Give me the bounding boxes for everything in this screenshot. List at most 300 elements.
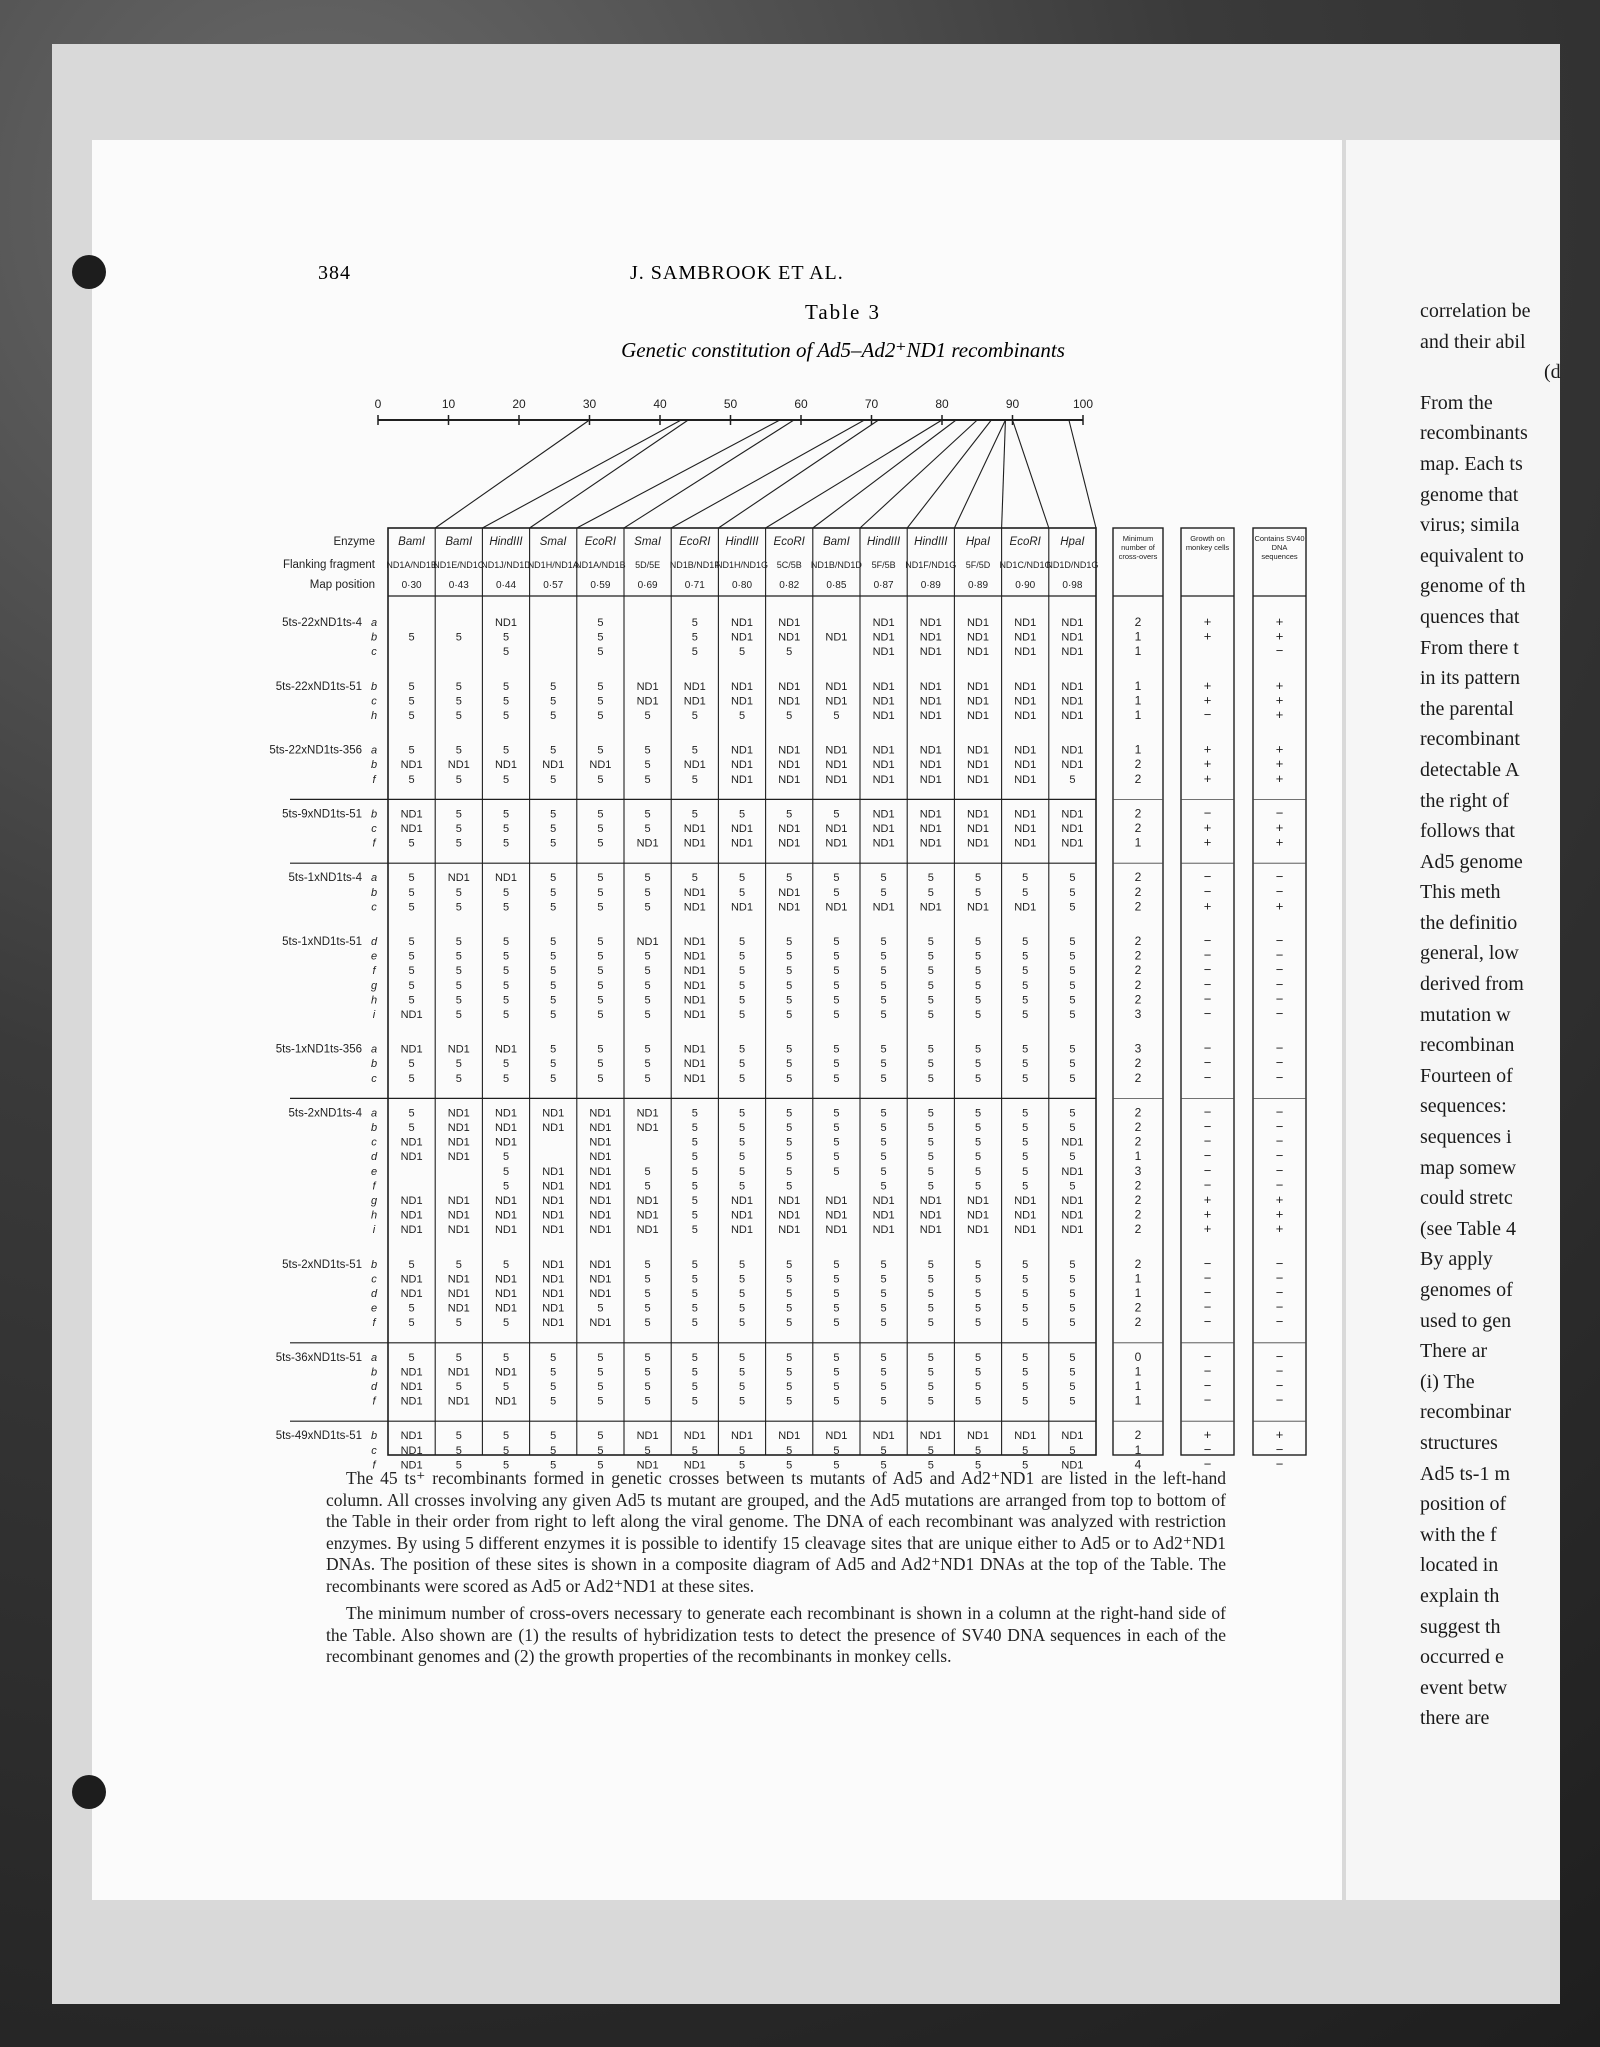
- table-cell: ND1: [447, 872, 470, 885]
- crossover-count: 1: [1134, 1393, 1142, 1408]
- table-cell: 5: [880, 1009, 887, 1021]
- crossover-count: 1: [1134, 1286, 1142, 1300]
- recombinant-letter: i: [372, 1224, 376, 1237]
- table-cell: 5: [974, 1180, 982, 1193]
- table-cell: ND1: [778, 1430, 801, 1443]
- crossover-count: 1: [1134, 1149, 1142, 1164]
- table-cell: 5: [1069, 1258, 1076, 1271]
- table-cell: ND1: [778, 1195, 801, 1207]
- table-cell: 5: [833, 1258, 840, 1271]
- table-cell: ND1: [494, 759, 518, 772]
- table-cell: 5: [974, 1151, 982, 1164]
- right-page-line: recombinan: [1420, 1034, 1515, 1057]
- table-cell: ND1: [542, 1224, 565, 1237]
- recombinant-letter: b: [370, 1258, 378, 1271]
- table-cell: 5: [786, 1351, 793, 1364]
- right-page-line: sequences:: [1420, 1095, 1507, 1118]
- table-cell: 5: [455, 1444, 462, 1457]
- recombinant-letter: d: [370, 1151, 378, 1164]
- table-cell: ND1: [778, 631, 801, 644]
- recombinant-letter: d: [370, 1288, 378, 1300]
- table-cell: 5: [502, 1351, 510, 1364]
- table-cell: 5: [691, 1180, 698, 1193]
- table-cell: 5: [1022, 1302, 1029, 1315]
- crossover-count: 3: [1134, 1007, 1142, 1021]
- table-cell: ND1: [400, 1136, 423, 1149]
- table-cell: ND1: [778, 695, 801, 708]
- table-cell: ND1: [919, 759, 942, 772]
- column-enzyme: HindIII: [489, 536, 523, 548]
- table-cell: 5: [644, 1302, 651, 1315]
- recombinant-letter: b: [370, 886, 378, 899]
- growth-result: −: [1203, 1148, 1212, 1164]
- crossover-count: 1: [1134, 693, 1142, 708]
- column-map-position: 0·57: [543, 580, 564, 591]
- column-fragment: 5F/5B: [871, 560, 896, 570]
- table-cell: 5: [455, 631, 462, 644]
- table-cell: 5: [974, 1009, 982, 1021]
- table-cell: 5: [927, 1351, 934, 1364]
- table-cell: 5: [550, 1043, 557, 1056]
- table-cell: ND1: [730, 773, 754, 786]
- table-cell: ND1: [966, 1224, 990, 1237]
- table-cell: 5: [408, 631, 415, 644]
- growth-result: −: [1203, 1255, 1212, 1271]
- table-cell: 5: [644, 1395, 651, 1408]
- column-fragment: ND1F/ND1G: [905, 560, 957, 570]
- table-cell: ND1: [542, 1209, 565, 1222]
- crossover-count: 2: [1134, 1070, 1142, 1085]
- table-cell: 5: [691, 646, 698, 659]
- table-cell: 5: [786, 1288, 793, 1300]
- table-cell: 5: [880, 872, 887, 885]
- table-cell: ND1: [1014, 646, 1037, 659]
- table-cell: 5: [455, 1072, 462, 1085]
- table-cell: 5: [644, 965, 651, 978]
- table-cell: ND1: [1061, 695, 1084, 708]
- table-cell: 5: [597, 823, 604, 835]
- table-cell: 5: [927, 1151, 934, 1164]
- table-cell: 5: [408, 695, 415, 708]
- table-cell: 5: [550, 872, 557, 885]
- table-cell: 5: [786, 979, 793, 992]
- table-cell: ND1: [400, 1195, 423, 1207]
- column-map-position: 0·85: [826, 580, 847, 591]
- table-cell: ND1: [589, 1209, 612, 1222]
- table-cell: 5: [927, 1395, 934, 1408]
- table-cell: ND1: [825, 631, 848, 644]
- table-cell: 5: [880, 1459, 887, 1472]
- recombinant-letter: b: [370, 1122, 378, 1134]
- table-cell: 5: [644, 773, 651, 786]
- table-cell: ND1: [872, 773, 895, 786]
- table-cell: 5: [833, 1381, 840, 1393]
- right-page-line: could stretc: [1420, 1187, 1513, 1210]
- table-cell: 5: [1069, 1072, 1076, 1085]
- recombinant-letter: c: [371, 901, 377, 914]
- table-cell: 5: [644, 710, 651, 722]
- table-cell: 5: [880, 1395, 887, 1408]
- table-cell: 5: [833, 1302, 840, 1315]
- table-cell: 5: [502, 965, 510, 978]
- table-cell: 5: [502, 936, 510, 948]
- table-cell: ND1: [730, 744, 754, 757]
- growth-result: +: [1203, 1221, 1212, 1237]
- table-cell: 5: [1069, 901, 1076, 914]
- table-cell: 5: [833, 1366, 840, 1379]
- table-cell: ND1: [966, 1430, 990, 1443]
- table-cell: 5: [738, 950, 746, 963]
- table-cell: 5: [644, 1058, 651, 1071]
- table-cell: ND1: [542, 1258, 565, 1271]
- table-cell: 5: [644, 1258, 651, 1271]
- table-cell: 5: [597, 1395, 604, 1408]
- table-cell: ND1: [542, 759, 565, 772]
- table-cell: 5: [408, 1258, 415, 1271]
- table-cell: 5: [502, 1180, 510, 1193]
- recombinant-letter: f: [372, 837, 376, 850]
- table-cell: 5: [691, 1224, 698, 1237]
- cross-name: 5ts-2xND1ts-4: [288, 1107, 362, 1120]
- crossover-count: 2: [1134, 963, 1142, 978]
- sv40-result: −: [1275, 1441, 1284, 1457]
- table-cell: 5: [1069, 994, 1076, 1007]
- sv40-result: +: [1275, 692, 1284, 708]
- table-cell: 5: [550, 680, 557, 693]
- table-cell: 5: [597, 744, 604, 757]
- table-cell: 5: [974, 950, 982, 963]
- recombinant-letter: b: [370, 631, 378, 644]
- table-cell: ND1: [778, 886, 801, 899]
- table-cell: 5: [455, 1058, 462, 1071]
- sv40-result: −: [1275, 976, 1284, 992]
- table-cell: 5: [1069, 1302, 1076, 1315]
- growth-result: −: [1203, 933, 1212, 948]
- table-cell: ND1: [1061, 680, 1084, 693]
- table-cell: 5: [691, 1288, 698, 1300]
- table-cell: 5: [597, 1381, 604, 1393]
- table-cell: 5: [408, 950, 415, 963]
- right-page-line: mutation w: [1420, 1003, 1511, 1026]
- sv40-result: −: [1275, 1040, 1284, 1056]
- table-cell: ND1: [589, 1273, 612, 1286]
- table-cell: 5: [691, 1136, 698, 1149]
- table-cell: 5: [833, 1043, 840, 1056]
- recombinant-letter: b: [370, 1366, 378, 1379]
- table-cell: 5: [1022, 950, 1029, 963]
- table-cell: 5: [455, 837, 462, 850]
- table-cell: 5: [408, 710, 415, 722]
- table-cell: ND1: [494, 617, 518, 629]
- table-cell: 5: [455, 965, 462, 978]
- table-cell: 5: [974, 1058, 982, 1071]
- sv40-result: +: [1275, 1221, 1284, 1237]
- sv40-result: −: [1275, 1392, 1284, 1408]
- table-cell: 5: [455, 1009, 462, 1021]
- table-cell: 5: [738, 1165, 746, 1178]
- column-enzyme: EcoRI: [679, 536, 711, 548]
- right-page-line: suggest th: [1420, 1615, 1501, 1638]
- table-cell: 5: [927, 1258, 934, 1271]
- sv40-result: −: [1275, 1363, 1284, 1379]
- sv40-result: +: [1275, 707, 1284, 722]
- table-cell: ND1: [400, 759, 423, 772]
- growth-result: −: [1203, 1348, 1212, 1364]
- table-cell: ND1: [683, 823, 706, 835]
- column-fragment: ND1H/ND1A: [527, 560, 579, 570]
- table-cell: 5: [502, 1381, 510, 1393]
- table-cell: 5: [502, 901, 510, 914]
- table-cell: 5: [927, 994, 934, 1007]
- table-cell: ND1: [872, 823, 895, 835]
- table-cell: ND1: [400, 1209, 423, 1222]
- table-cell: ND1: [1014, 901, 1037, 914]
- table-cell: ND1: [683, 1043, 706, 1056]
- table-cell: 5: [691, 631, 698, 644]
- column-fragment: ND1J/ND1D: [481, 560, 531, 570]
- table-cell: 5: [455, 1351, 462, 1364]
- crossover-count: 2: [1134, 1428, 1142, 1443]
- table-cell: 5: [691, 1122, 698, 1134]
- table-cell: ND1: [919, 1209, 942, 1222]
- crossover-count: 0: [1134, 1349, 1142, 1364]
- table-cell: ND1: [589, 1107, 612, 1120]
- growth-result: −: [1203, 1285, 1212, 1300]
- recombinant-letter: c: [371, 1444, 377, 1457]
- table-cell: 5: [738, 979, 746, 992]
- table-cell: 5: [550, 1444, 557, 1457]
- cross-name: 5ts-9xND1ts-51: [282, 808, 362, 821]
- table-cell: 5: [597, 773, 604, 786]
- right-page-line: (see Table 4: [1420, 1217, 1516, 1240]
- table-cell: 5: [1069, 1009, 1076, 1021]
- table-cell: 5: [1069, 1107, 1076, 1120]
- growth-result: +: [1203, 770, 1212, 786]
- table-cell: 5: [974, 1258, 982, 1271]
- column-map-position: 0·59: [590, 580, 611, 591]
- table-cell: ND1: [447, 1224, 470, 1237]
- table-cell: 5: [502, 1459, 510, 1472]
- table-cell: 5: [738, 1107, 746, 1120]
- table-cell: ND1: [825, 695, 848, 708]
- table-cell: 5: [691, 1273, 698, 1286]
- column-map-position: 0·30: [401, 580, 422, 591]
- table-cell: 5: [597, 1444, 604, 1457]
- column-fragment: ND1C/ND1C: [999, 560, 1051, 570]
- table-cell: 5: [1022, 886, 1029, 899]
- table-cell: 5: [597, 1459, 604, 1472]
- growth-result: −: [1203, 1363, 1212, 1379]
- right-page-line: From there t: [1420, 636, 1519, 659]
- crossover-count: 1: [1134, 835, 1142, 850]
- sv40-result: −: [1275, 1006, 1284, 1021]
- table-cell: 5: [833, 936, 840, 948]
- column-fragment: ND1D/ND1G: [1046, 560, 1099, 570]
- recombinant-letter: a: [370, 1043, 378, 1056]
- crossover-count: 2: [1134, 1300, 1142, 1315]
- table-cell: ND1: [919, 631, 942, 644]
- table-cell: 5: [927, 1122, 934, 1134]
- table-cell: 5: [455, 695, 462, 708]
- table-cell: 5: [880, 1122, 887, 1134]
- table-cell: 5: [597, 979, 604, 992]
- table-cell: 5: [974, 1366, 982, 1379]
- table-cell: 5: [455, 710, 462, 722]
- recombinant-letter: f: [372, 1395, 376, 1408]
- table-cell: ND1: [730, 1430, 754, 1443]
- table-cell: 5: [1069, 1351, 1076, 1364]
- table-cell: ND1: [825, 823, 848, 835]
- recombinant-letter: h: [370, 710, 378, 722]
- table-cell: 5: [644, 1288, 651, 1300]
- map-connector-line: [1002, 420, 1006, 528]
- table-cell: ND1: [494, 1302, 518, 1315]
- table-cell: 5: [833, 1151, 840, 1164]
- table-cell: 5: [455, 1317, 462, 1330]
- table-cell: 5: [502, 744, 510, 757]
- table-cell: ND1: [919, 710, 942, 722]
- table-cell: 5: [550, 1459, 557, 1472]
- table-cell: 5: [502, 1009, 510, 1021]
- growth-result: −: [1203, 1119, 1212, 1134]
- table-cell: 5: [408, 1122, 415, 1134]
- column-enzyme: EcoRI: [773, 536, 805, 548]
- table-cell: 5: [1069, 965, 1076, 978]
- table-cell: 5: [502, 1430, 510, 1443]
- table-cell: ND1: [730, 680, 754, 693]
- table-cell: 5: [927, 886, 934, 899]
- crossover-count: 2: [1134, 1105, 1142, 1120]
- table-cell: 5: [880, 1317, 887, 1330]
- table-cell: 5: [1069, 773, 1076, 786]
- sv40-result: −: [1275, 962, 1284, 978]
- column-enzyme: SmaI: [539, 536, 567, 548]
- table-cell: 5: [502, 823, 510, 835]
- crossover-count: 1: [1134, 1442, 1142, 1457]
- table-cell: 5: [927, 950, 934, 963]
- table-cell: 5: [927, 979, 934, 992]
- table-cell: 5: [502, 773, 510, 786]
- table-cell: 5: [1022, 1288, 1029, 1300]
- table-cell: ND1: [400, 1459, 423, 1472]
- table-cell: 5: [738, 965, 746, 978]
- table-cell: 5: [1022, 1072, 1029, 1085]
- crossover-count: 2: [1134, 870, 1142, 885]
- table-cell: 5: [833, 1317, 840, 1330]
- table-note-1: The 45 ts⁺ recombinants formed in genetic crosses between ts mutants of Ad5 and Ad2⁺ND1 are listed in the left-hand column. All crosses involving any given Ad5 ts mutant are grouped, and the Ad5 mutations are arranged from top to bottom of the Table in their order from right to left along the viral genome. The DNA of each recombinant was analyzed with restriction enzymes. By using 5 different enzymes it is possible to identify 15 cleavage sites that are unique either to Ad5 or to Ad2⁺ND1 DNAs. The position of these sites is shown in a composite diagram of Ad5 and Ad2⁺ND1 DNAs at the top of the Table. The recombinants were scored as Ad5 or Ad2⁺ND1 at these sites.: [326, 1468, 1226, 1596]
- table-cell: 5: [597, 695, 604, 708]
- table-cell: 5: [880, 1043, 887, 1056]
- scale-tick-label: 80: [935, 397, 949, 411]
- table-cell: ND1: [447, 1122, 470, 1134]
- table-cell: 5: [786, 1317, 793, 1330]
- map-connector-line: [907, 420, 991, 528]
- table-cell: ND1: [683, 1072, 706, 1085]
- right-page-line: genome of th: [1420, 575, 1526, 598]
- table-cell: ND1: [447, 1366, 470, 1379]
- table-cell: 5: [880, 1366, 887, 1379]
- table-cell: 5: [974, 1302, 982, 1315]
- table-cell: 5: [691, 617, 698, 629]
- table-cell: ND1: [542, 1273, 565, 1286]
- right-page-text: [1420, 296, 1560, 1734]
- recombinant-letter: c: [371, 1136, 377, 1149]
- table-cell: ND1: [1061, 808, 1084, 821]
- table-cell: ND1: [919, 695, 942, 708]
- table-cell: ND1: [872, 680, 895, 693]
- table-cell: 5: [833, 1165, 840, 1178]
- table-cell: 5: [1069, 1395, 1076, 1408]
- sv40-result: −: [1275, 805, 1284, 821]
- growth-result: −: [1203, 947, 1212, 963]
- table-cell: 5: [502, 808, 510, 821]
- table-cell: 5: [880, 1288, 887, 1300]
- table-cell: 5: [927, 1273, 934, 1286]
- right-page-line: the parental: [1420, 697, 1514, 720]
- table-cell: 5: [644, 1180, 651, 1193]
- sv40-result: −: [1275, 1133, 1284, 1149]
- table-cell: 5: [738, 1444, 746, 1457]
- table-cell: 5: [455, 823, 462, 835]
- sv40-result: −: [1275, 1119, 1284, 1134]
- map-connector-line: [577, 420, 780, 528]
- growth-result: +: [1203, 614, 1212, 629]
- table-cell: 5: [550, 837, 557, 850]
- table-cell: 5: [408, 1107, 415, 1120]
- table-cell: 5: [880, 936, 887, 948]
- sv40-result: −: [1275, 1299, 1284, 1315]
- growth-result: +: [1203, 1427, 1212, 1443]
- table-cell: ND1: [730, 1224, 754, 1237]
- table-cell: 5: [738, 1317, 746, 1330]
- table-cell: 5: [738, 1381, 746, 1393]
- sv40-result: +: [1275, 741, 1284, 757]
- table-cell: 5: [880, 1058, 887, 1071]
- table-cell: ND1: [1061, 1459, 1084, 1472]
- table-cell: 5: [927, 1180, 934, 1193]
- table-cell: ND1: [919, 1195, 942, 1207]
- table-cell: 5: [644, 1444, 651, 1457]
- table-cell: 5: [786, 936, 793, 948]
- table-cell: 5: [455, 994, 462, 1007]
- table-cell: 5: [550, 744, 557, 757]
- table-cell: 5: [550, 823, 557, 835]
- table-cell: 5: [408, 1058, 415, 1071]
- map-connector-line: [813, 420, 956, 528]
- right-page-line: (d: [1544, 361, 1561, 384]
- table-cell: 5: [455, 1258, 462, 1271]
- table-cell: 5: [1022, 1136, 1029, 1149]
- scale-tick-label: 40: [653, 397, 667, 411]
- table-cell: 5: [1022, 979, 1029, 992]
- table-cell: ND1: [1014, 773, 1037, 786]
- column-map-position: 0·71: [684, 580, 705, 591]
- table-cell: 5: [502, 837, 510, 850]
- growth-result: −: [1203, 1069, 1212, 1085]
- table-cell: ND1: [1014, 808, 1037, 821]
- table-cell: ND1: [636, 1430, 659, 1443]
- table-cell: 5: [408, 1302, 415, 1315]
- table-cell: 5: [550, 710, 557, 722]
- table-cell: 5: [786, 1107, 793, 1120]
- crossover-count: 3: [1134, 1163, 1142, 1178]
- table-cell: ND1: [872, 1195, 895, 1207]
- table-cell: ND1: [778, 823, 801, 835]
- fragment-row-label: Flanking fragment: [282, 559, 375, 571]
- table-cell: ND1: [1014, 631, 1037, 644]
- table-cell: 5: [408, 872, 415, 885]
- column-fragment: ND1B/ND1F: [669, 560, 720, 570]
